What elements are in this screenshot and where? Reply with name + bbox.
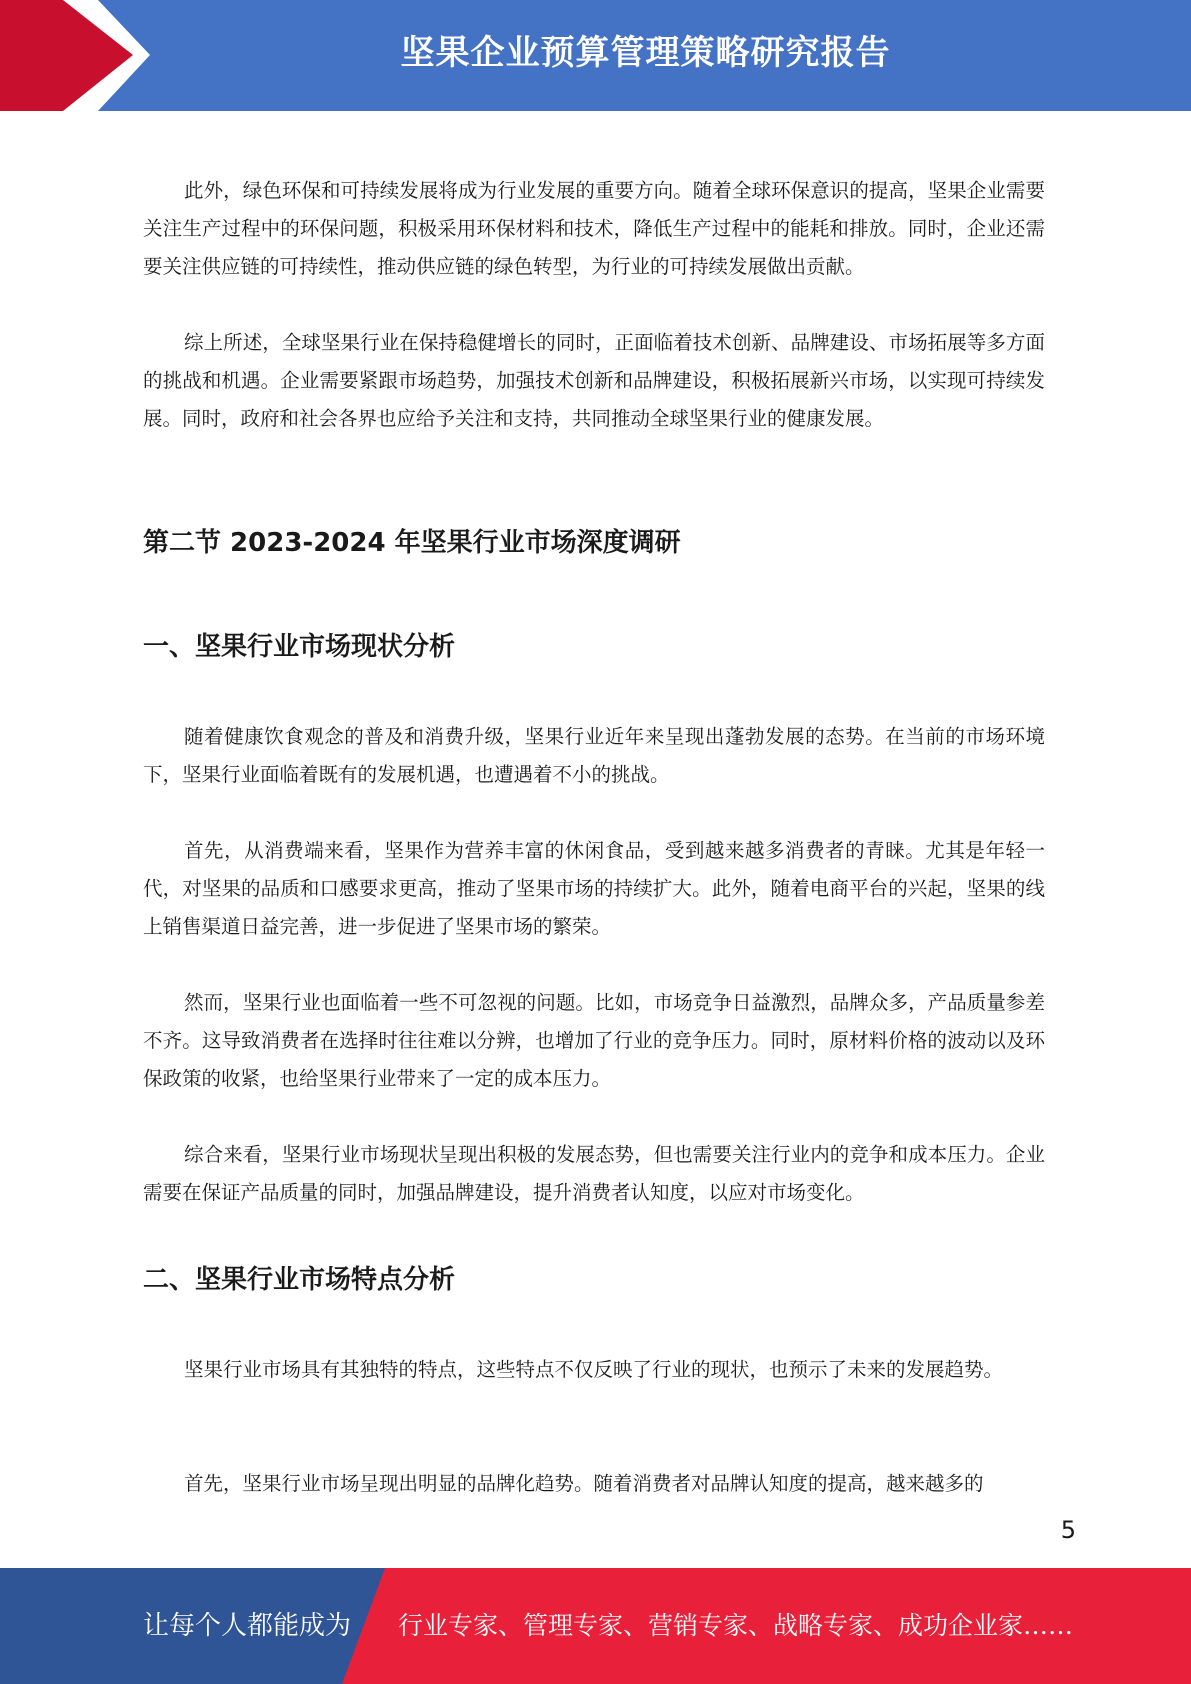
subsection-heading-market-features: 二、坚果行业市场特点分析 <box>143 1265 456 1295</box>
paragraph-branding-trend: 首先，坚果行业市场呈现出明显的品牌化趋势。随着消费者对品牌认知度的提高，越来越多的 <box>184 1472 984 1495</box>
page-number: 5 <box>1060 1516 1076 1544</box>
paragraph-features-intro: 坚果行业市场具有其独特的特点，这些特点不仅反映了行业的现状，也预示了未来的发展趋势。 <box>184 1358 1004 1381</box>
paragraph-consumer-side: 首先，从消费端来看，坚果作为营养丰富的休闲食品，受到越来越多消费者的青睐。尤其是年轻一代，对坚果的品质和口感要求更高，推动了坚果市场的持续扩大。此外，随着电商平台的兴起，坚果的线上销售渠道日益完善，进一步促进了坚果市场的繁荣。 <box>143 839 1045 938</box>
paragraph-summary: 综上所述，全球坚果行业在保持稳健增长的同时，正面临着技术创新、品牌建设、市场拓展等多方面的挑战和机遇。企业需要紧跟市场趋势，加强技术创新和品牌建设，积极拓展新兴市场，以实现可持续发展。同时，政府和社会各界也应给予关注和支持，共同推动全球坚果行业的健康发展。 <box>143 331 1045 430</box>
paragraph-challenges: 然而，坚果行业也面临着一些不可忽视的问题。比如，市场竞争日益激烈，品牌众多，产品质量参差不齐。这导致消费者在选择时往往难以分辨，也增加了行业的竞争压力。同时，原材料价格的波动以及环保政策的收紧，也给坚果行业带来了一定的成本压力。 <box>143 991 1045 1090</box>
footer-slogan-left: 让每个人都能成为 <box>143 1611 352 1641</box>
section-heading-2: 第二节 2023-2024 年坚果行业市场深度调研 <box>143 528 681 558</box>
paragraph-green-sustainability: 此外，绿色环保和可持续发展将成为行业发展的重要方向。随着全球环保意识的提高，坚果企业需要关注生产过程中的环保问题，积极采用环保材料和技术，降低生产过程中的能耗和排放。同时，企业还需要关注供应链的可持续性，推动供应链的绿色转型，为行业的可持续发展做出贡献。 <box>143 179 1045 278</box>
paragraph-market-intro: 随着健康饮食观念的普及和消费升级，坚果行业近年来呈现出蓬勃发展的态势。在当前的市场环境下，坚果行业面临着既有的发展机遇，也遭遇着不小的挑战。 <box>143 725 1045 786</box>
footer-slogan-right: 行业专家、管理专家、营销专家、战略专家、成功企业家…… <box>398 1611 1074 1640</box>
footer-banner <box>0 1568 1191 1684</box>
header-banner <box>0 0 1191 111</box>
subsection-heading-market-status: 一、坚果行业市场现状分析 <box>143 632 456 662</box>
paragraph-overall: 综合来看，坚果行业市场现状呈现出积极的发展态势，但也需要关注行业内的竞争和成本压力。企业需要在保证产品质量的同时，加强品牌建设，提升消费者认知度，以应对市场变化。 <box>143 1143 1045 1204</box>
report-title: 坚果企业预算管理策略研究报告 <box>400 33 891 73</box>
